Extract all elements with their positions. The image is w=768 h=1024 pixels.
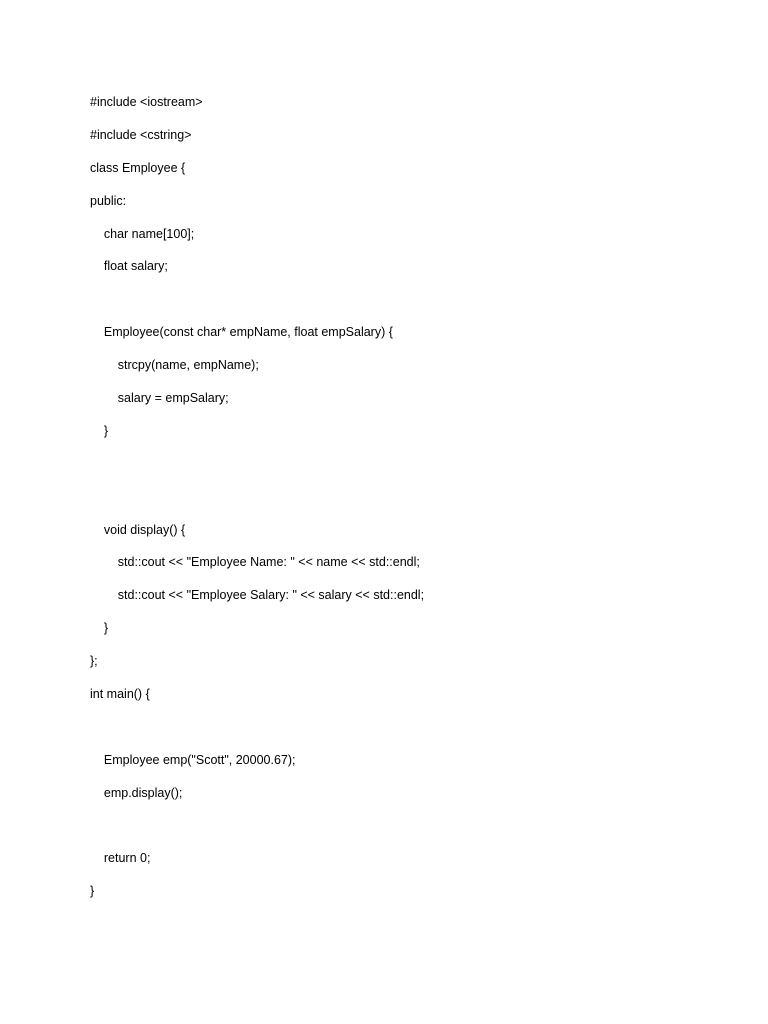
code-line: Employee(const char* empName, float empSalary) {	[90, 325, 393, 340]
code-line: #include <iostream>	[90, 95, 203, 109]
code-line: }	[90, 423, 109, 438]
blank-line	[90, 289, 710, 322]
code-line: salary = empSalary;	[90, 391, 229, 406]
blank-line	[90, 717, 710, 750]
code-line: std::cout << "Employee Name: " << name << std::endl;	[90, 555, 420, 570]
code-line: return 0;	[90, 851, 151, 866]
code-line: }	[90, 884, 95, 899]
code-listing	[90, 92, 710, 914]
blank-line	[90, 454, 710, 487]
code-line: #include <cstring>	[90, 127, 192, 142]
code-line: class Employee {	[90, 160, 186, 175]
code-line: public:	[90, 193, 127, 208]
code-line: }	[90, 621, 109, 636]
code-line: Employee emp("Scott", 20000.67);	[90, 752, 296, 767]
code-line: char name[100];	[90, 226, 195, 241]
code-line: void display() {	[90, 522, 186, 537]
blank-line	[90, 816, 710, 849]
code-line: };	[90, 654, 98, 669]
blank-line	[90, 487, 710, 520]
code-line: float salary;	[90, 259, 168, 274]
code-line: int main() {	[90, 687, 150, 702]
code-line: strcpy(name, empName);	[90, 358, 259, 373]
code-line: std::cout << "Employee Salary: " << salary << std::endl;	[90, 588, 425, 603]
code-line: emp.display();	[90, 785, 183, 800]
